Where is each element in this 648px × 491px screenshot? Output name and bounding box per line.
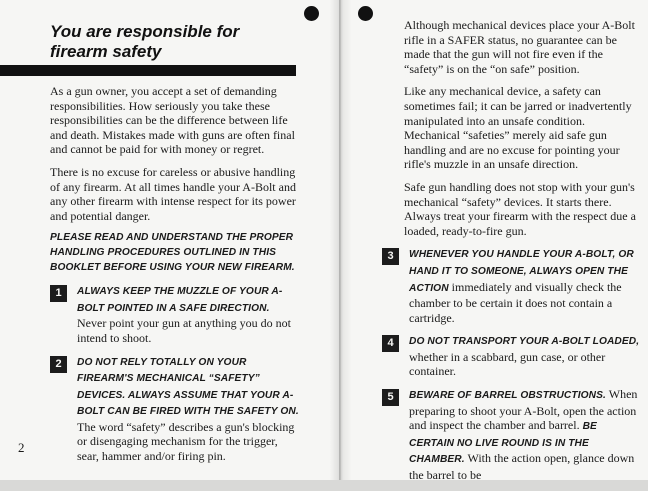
rule-lead: DO NOT TRANSPORT YOUR A-BOLT LOADED,	[409, 336, 640, 348]
rule-lead: BEWARE OF BARREL OBSTRUCTIONS.	[409, 390, 606, 402]
heading-rule	[0, 65, 296, 76]
body-paragraph: Safe gun handling does not stop with your gun's mechanical “safety” devices. It starts there. Always treat your firearm with the respect due a loaded, ready-to-fire gun.	[404, 179, 636, 238]
rule-text: The word “safety” describes a gun's blocking or disengaging mechanism for the trigger, sear, hammer and/or firing pin.	[77, 419, 295, 464]
right-column	[387, 18, 640, 491]
rule-lead: ALWAYS KEEP THE MUZZLE OF YOUR A-BOLT POINTED IN A SAFE DIRECTION.	[77, 286, 283, 314]
rule-lead: WHENEVER YOU HANDLE YOUR A-BOLT, OR HAND IT TO SOMEONE, ALWAYS OPEN THE ACTION	[409, 249, 634, 294]
rule-text: When preparing to shoot your A-Bolt, open the action and inspect the chamber and barrel.	[409, 387, 638, 433]
body-paragraph: There is no excuse for careless or abusive handling of any firearm. At all times handle your A-Bolt and any other firearm with intense respect for its power and potential danger.	[50, 164, 296, 223]
callout-text: PLEASE READ AND UNDERSTAND THE PROPER HANDLING PROCEDURES OUTLINED IN THIS BOOKLET BEFORE USING YOUR NEW FIREARM.	[50, 232, 295, 273]
rule-item-5	[382, 387, 640, 483]
rule-number-badge: 3	[382, 248, 399, 265]
rule-text-continued: With the action open, glance down the barrel to be	[409, 451, 635, 483]
rule-item-1	[50, 283, 300, 345]
rule-item-4	[382, 333, 640, 379]
rule-item-3	[382, 246, 640, 325]
body-paragraph: Like any mechanical device, a safety can sometimes fail; it can be jarred or inadvertently manipulated into an unsafe condition. Mechanical “safeties” merely aid safe gun handling and are no excuse for pointing your rifle's muzzle in an unsafe direction.	[404, 84, 632, 172]
body-paragraph: Although mechanical devices place your A-Bolt rifle in a SAFER status, no guarantee can be made that the gun will not fire even if the “safety” is on the “on safe” position.	[404, 18, 635, 76]
rule-number-badge: 4	[382, 335, 399, 352]
page-heading: You are responsible for firearm safety	[50, 22, 240, 61]
rule-lead-emphasis: BE CERTAIN NO LIVE ROUND IS IN THE CHAMBER.	[409, 421, 597, 466]
rule-item-2	[50, 354, 300, 464]
binder-hole	[358, 6, 373, 21]
rule-number-badge: 2	[50, 356, 67, 373]
rule-text: whether in a scabbard, gun case, or other container.	[409, 349, 606, 379]
rule-number-badge: 5	[382, 389, 399, 406]
left-column	[50, 84, 300, 472]
intro-paragraph: As a gun owner, you accept a set of demanding responsibilities. How seriously you take these responsibilities can be the difference between life and death. Mistakes made with guns are often final and cannot be paid for with money or regret.	[50, 84, 295, 157]
rule-text: immediately and visually check the chamber to be certain it does not contain a cartridge.	[409, 279, 622, 325]
rule-number-badge: 1	[50, 285, 67, 302]
rule-text: Never point your gun at anything you do not intend to shoot.	[77, 316, 291, 345]
binder-hole	[304, 6, 319, 21]
right-page	[341, 0, 648, 483]
page-number: 2	[18, 440, 25, 455]
rule-lead: DO NOT RELY TOTALLY ON YOUR FIREARM'S MECHANICAL “SAFETY” DEVICES. ALWAYS ASSUME THAT YOUR A-BOLT CAN BE FIRED WITH THE SAFETY ON.	[77, 356, 299, 418]
